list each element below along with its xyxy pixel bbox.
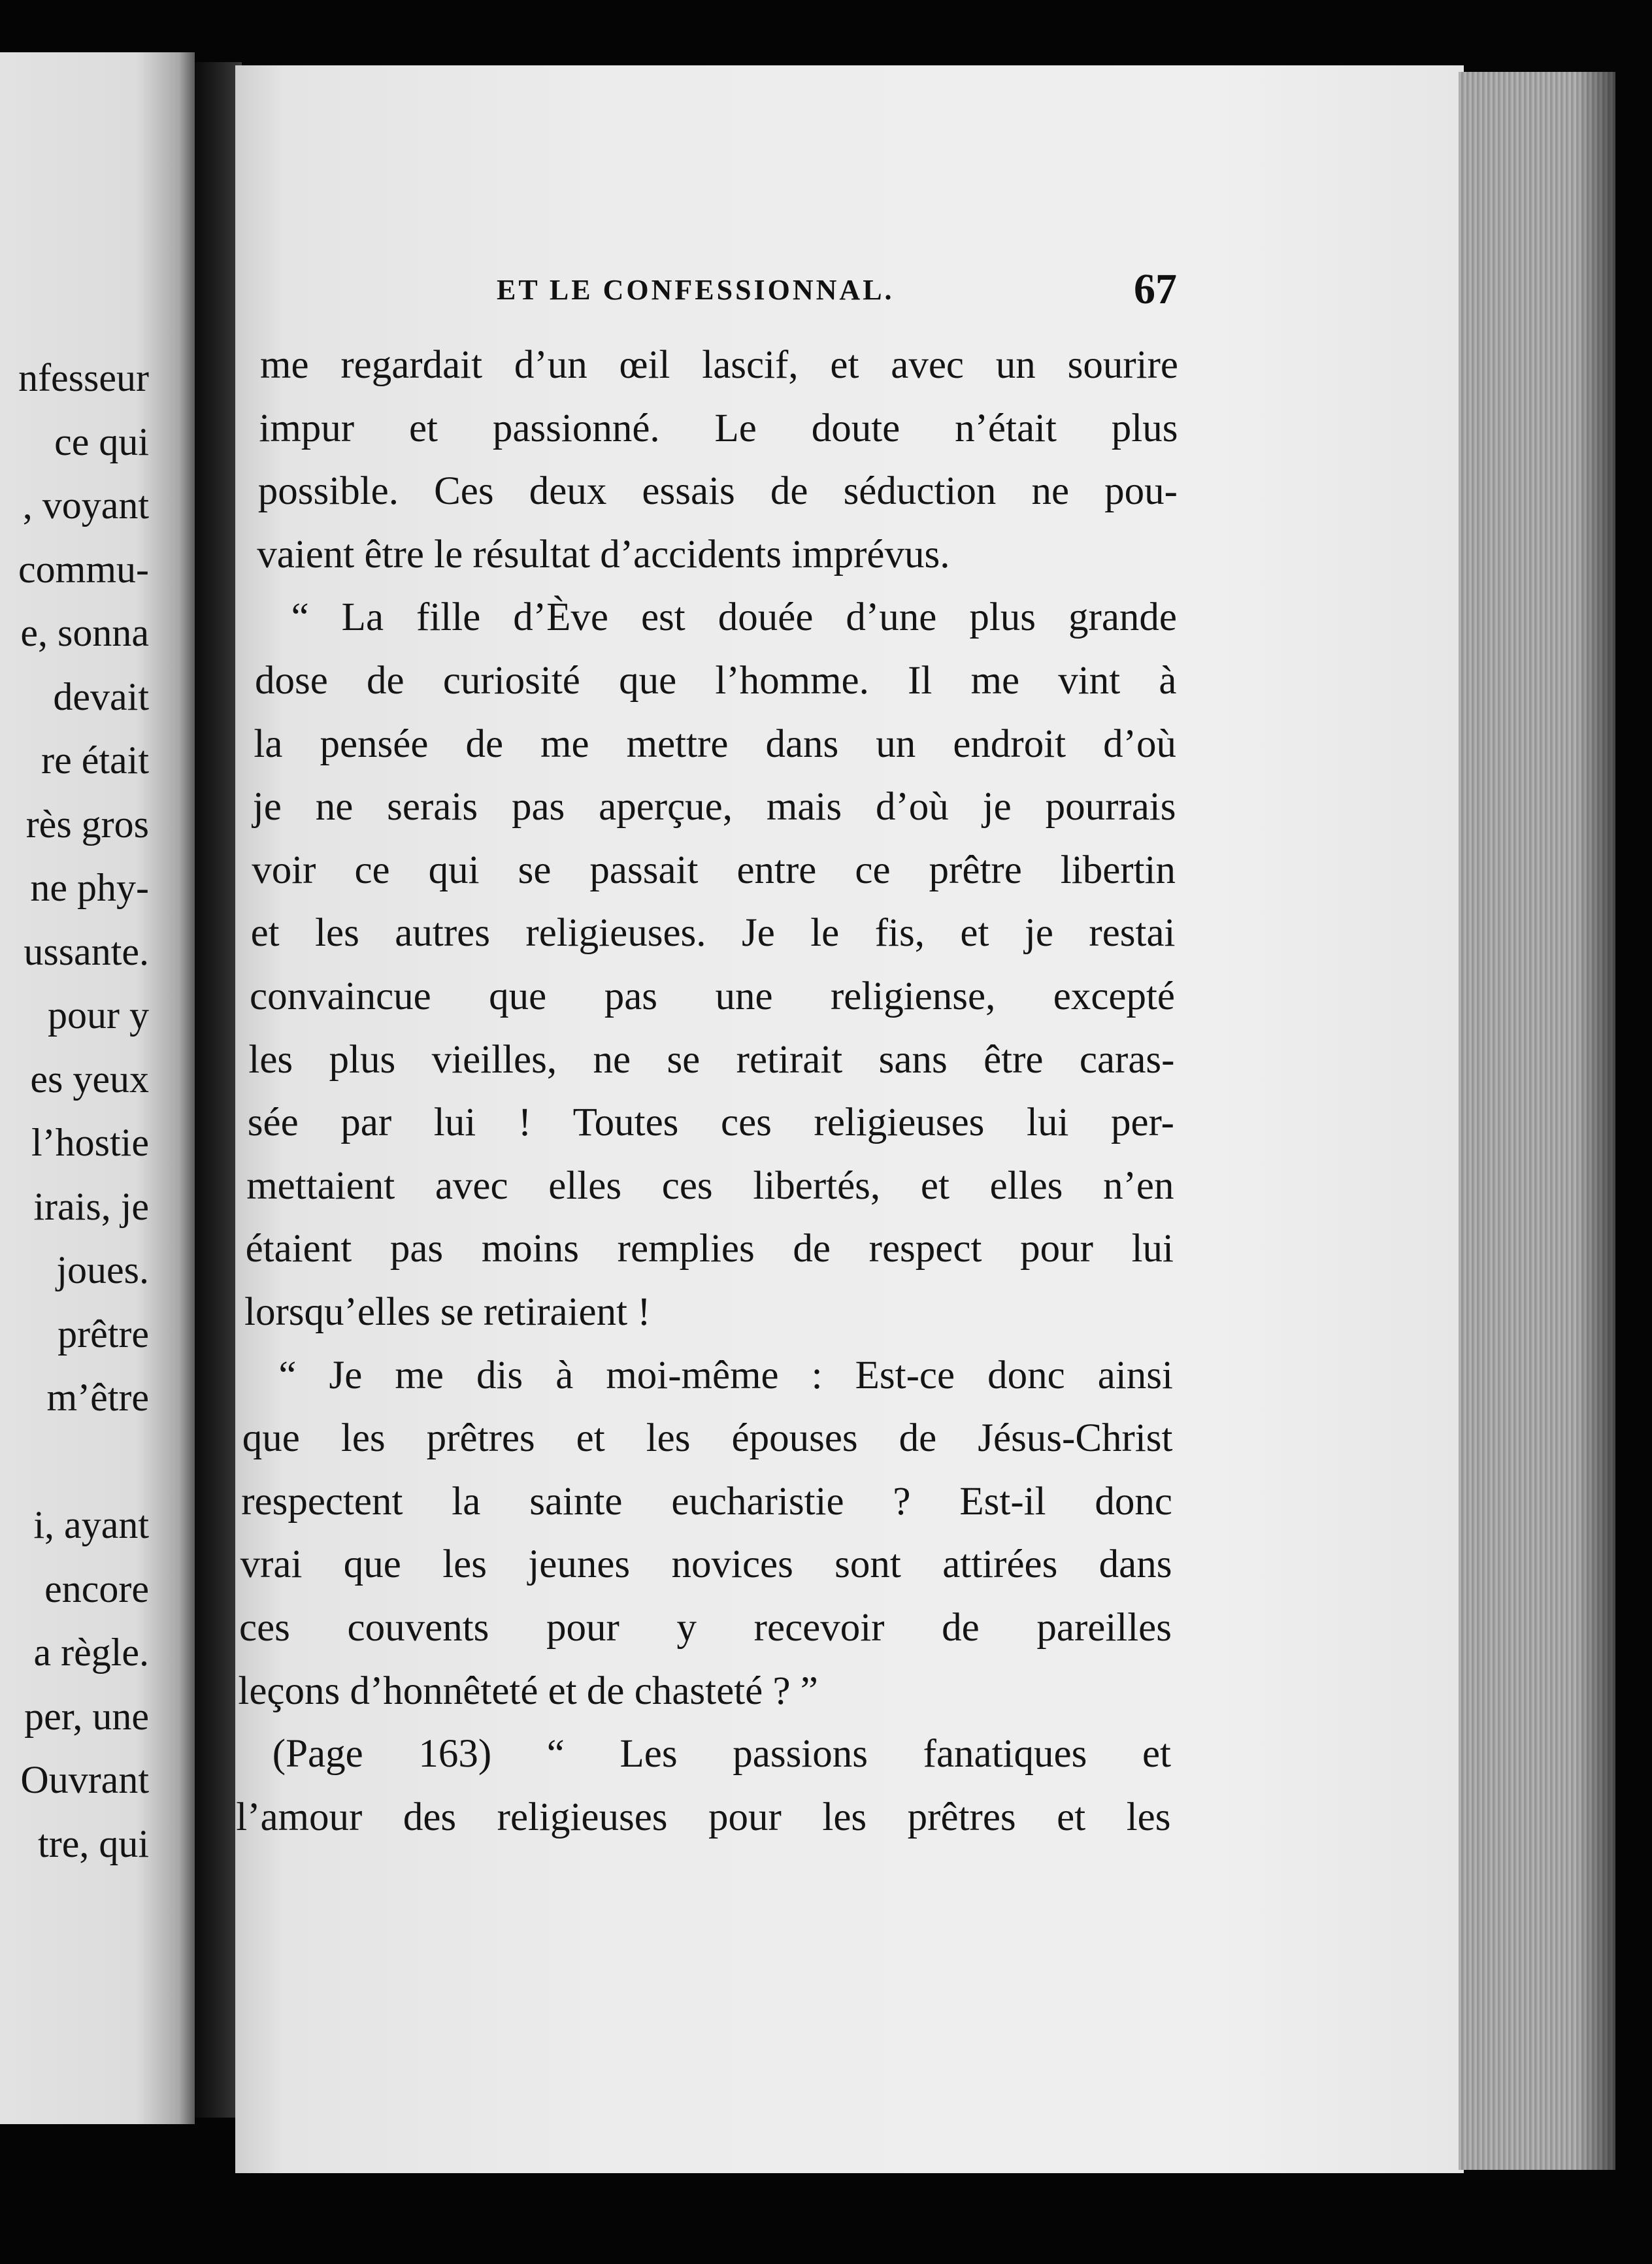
left-page-line: irais, je bbox=[33, 1184, 149, 1228]
page-edge bbox=[1459, 72, 1615, 2170]
text-line: les plus vieilles, ne se retirait sans être caras- bbox=[248, 1037, 1175, 1082]
left-page-line: l’hostie bbox=[31, 1121, 149, 1164]
left-page-line: ce qui bbox=[54, 420, 149, 463]
left-page-line: ussante. bbox=[24, 929, 149, 973]
left-page-line: i, ayant bbox=[33, 1503, 149, 1546]
left-page-line: Ouvrant bbox=[20, 1758, 149, 1801]
text-line: la pensée de me mettre dans un endroit d’où bbox=[254, 722, 1176, 766]
left-page-line: nfesseur bbox=[18, 356, 149, 399]
text-line: lorsqu’elles se retiraient ! bbox=[244, 1290, 651, 1334]
text-line: voir ce qui se passait entre ce prêtre libertin bbox=[252, 848, 1176, 892]
text-line: mettaient avec elles ces libertés, et elles n’en bbox=[246, 1163, 1174, 1208]
text-line: (Page 163) “ Les passions fanatiques et bbox=[272, 1732, 1171, 1776]
left-page-line: per, une bbox=[24, 1694, 149, 1738]
text-line: “ La fille d’Ève est douée d’une plus grande bbox=[291, 595, 1177, 640]
page-number: 67 bbox=[1134, 265, 1177, 313]
text-line: ces couvents pour y recevoir de pareilles bbox=[239, 1606, 1172, 1650]
text-line: me regardait d’un œil lascif, et avec un sourire bbox=[260, 343, 1178, 387]
running-head: ET LE CONFESSIONNAL. bbox=[497, 274, 895, 306]
left-page bbox=[0, 52, 195, 2124]
left-page-line: encore bbox=[44, 1567, 149, 1610]
left-page-line: es yeux bbox=[30, 1057, 149, 1101]
left-page-line: rès gros bbox=[25, 802, 149, 846]
text-line: dose de curiosité que l’homme. Il me vint à bbox=[255, 659, 1177, 703]
text-line: vaient être le résultat d’accidents imprévus. bbox=[257, 532, 950, 576]
left-page-line: m’être bbox=[46, 1376, 149, 1419]
text-line: leçons d’honnêteté et de chasteté ? ” bbox=[238, 1669, 818, 1713]
left-page-line: re était bbox=[41, 739, 149, 782]
left-page-line: tre, qui bbox=[38, 1822, 149, 1865]
text-line: je ne serais pas aperçue, mais d’où je pourrais bbox=[252, 785, 1176, 829]
left-page-line: ne phy- bbox=[30, 866, 149, 909]
text-line: vrai que les jeunes novices sont attirées dans bbox=[240, 1542, 1172, 1587]
text-line: possible. Ces deux essais de séduction ne pou- bbox=[257, 469, 1178, 514]
left-page-line: prêtre bbox=[58, 1312, 149, 1356]
text-line: “ Je me dis à moi-même : Est-ce donc ainsi bbox=[278, 1353, 1173, 1397]
text-line: étaient pas moins remplies de respect pour lui bbox=[245, 1227, 1174, 1271]
left-page-line: e, sonna bbox=[20, 611, 149, 654]
left-page-line: joues. bbox=[56, 1248, 149, 1291]
text-line: et les autres religieuses. Je le fis, et je restai bbox=[250, 911, 1176, 956]
left-page-line: commu- bbox=[18, 547, 149, 591]
text-line: que les prêtres et les épouses de Jésus-Christ bbox=[242, 1416, 1173, 1461]
text-line: sée par lui ! Toutes ces religieuses lui per- bbox=[247, 1101, 1174, 1145]
text-line: convaincue que pas une religiense, excepté bbox=[250, 974, 1175, 1018]
text-line: l’amour des religieuses pour les prêtres et les bbox=[236, 1795, 1171, 1839]
left-page-line: devait bbox=[53, 674, 149, 718]
text-line: impur et passionné. Le doute n’était plus bbox=[259, 406, 1178, 450]
left-page-line: , voyant bbox=[22, 484, 149, 527]
left-page-line: a règle. bbox=[33, 1631, 149, 1674]
text-line: respectent la sainte eucharistie ? Est-il donc bbox=[241, 1479, 1172, 1523]
left-page-line: pour y bbox=[48, 993, 149, 1037]
